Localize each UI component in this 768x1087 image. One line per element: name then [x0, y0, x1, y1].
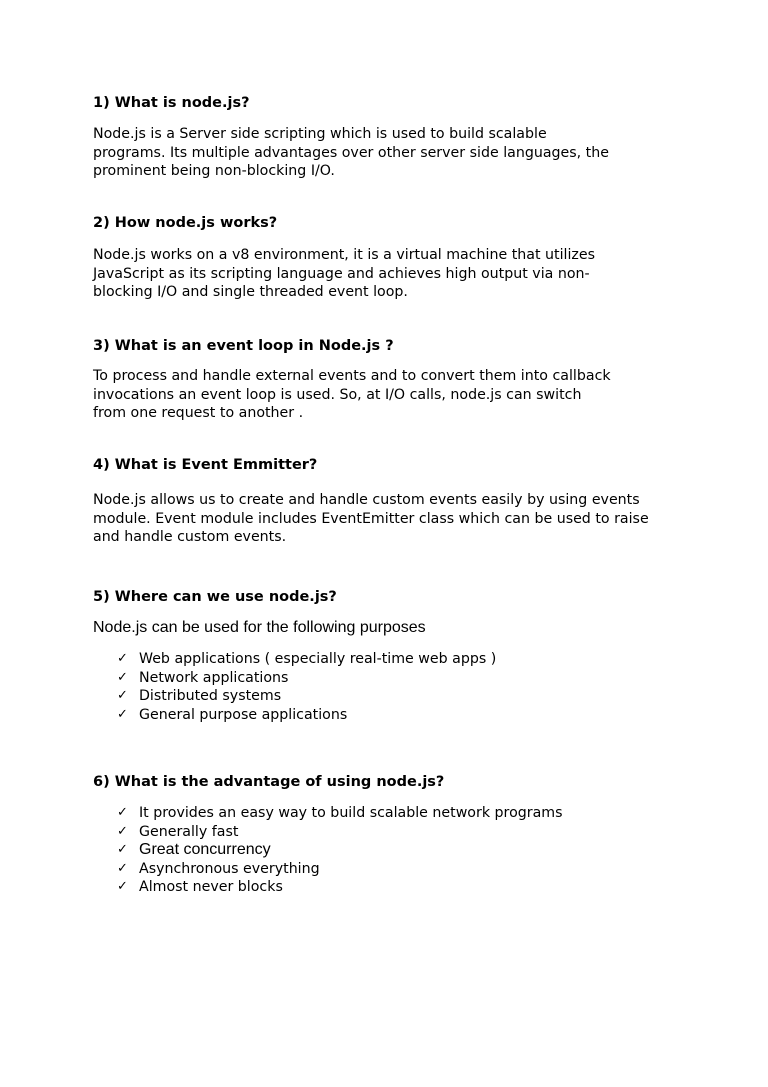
list-item-text: Generally fast [139, 823, 239, 840]
list-item-text: Web applications ( especially real-time web apps ) [139, 651, 497, 667]
list-item-text: Great concurrency [139, 841, 271, 858]
list-item-text: Network applications [139, 669, 289, 686]
check-icon: ✓ [117, 651, 128, 666]
section-1-line-3: prominent being non-blocking I/O. [93, 163, 335, 179]
check-icon: ✓ [117, 805, 128, 820]
section-4-paragraph [93, 491, 693, 547]
section-6-heading: 6) What is the advantage of using node.js? [93, 774, 445, 790]
list-item-text: It provides an easy way to build scalable network programs [139, 805, 563, 821]
section-5-intro: Node.js can be used for the following purposes [93, 619, 426, 636]
check-icon: ✓ [117, 669, 128, 685]
section-4-heading: 4) What is Event Emmitter? [93, 457, 318, 473]
section-2-line-1: Node.js works on a v8 environment, it is a virtual machine that utilizes [93, 247, 595, 263]
section-4-line-1: Node.js allows us to create and handle custom events easily by using events [93, 492, 640, 508]
section-3-heading: 3) What is an event loop in Node.js ? [93, 338, 394, 354]
list-item-text: Distributed systems [139, 688, 282, 704]
check-icon: ✓ [117, 879, 128, 894]
section-3-line-3: from one request to another . [93, 405, 304, 421]
section-3-line-1: To process and handle external events and to convert them into callback [93, 368, 611, 384]
section-3-paragraph [93, 367, 693, 423]
list-item-text: Asynchronous everything [139, 860, 320, 877]
section-1-heading: 1) What is node.js? [93, 95, 250, 111]
section-2-line-3: blocking I/O and single threaded event loop. [93, 284, 408, 300]
check-icon: ✓ [117, 860, 128, 876]
section-4-line-2: module. Event module includes EventEmitter class which can be used to raise [93, 510, 649, 527]
section-3-line-2: invocations an event loop is used. So, at I/O calls, node.js can switch [93, 386, 582, 403]
list-item-text: General purpose applications [139, 706, 348, 723]
section-2-heading: 2) How node.js works? [93, 215, 278, 231]
section-4-line-3: and handle custom events. [93, 529, 287, 545]
section-1-line-2: programs. Its multiple advantages over other server side languages, the [93, 144, 609, 161]
section-1-line-1: Node.js is a Server side scripting which is used to build scalable [93, 126, 547, 142]
list-item-text: Almost never blocks [139, 879, 283, 895]
section-2-paragraph [93, 246, 693, 302]
section-1-paragraph [93, 125, 693, 181]
check-icon: ✓ [117, 823, 128, 839]
check-icon: ✓ [117, 842, 128, 857]
check-icon: ✓ [117, 688, 128, 703]
section-2-line-2: JavaScript as its scripting language and achieves high output via non- [93, 265, 590, 282]
section-5-heading: 5) Where can we use node.js? [93, 589, 337, 605]
check-icon: ✓ [117, 706, 128, 722]
